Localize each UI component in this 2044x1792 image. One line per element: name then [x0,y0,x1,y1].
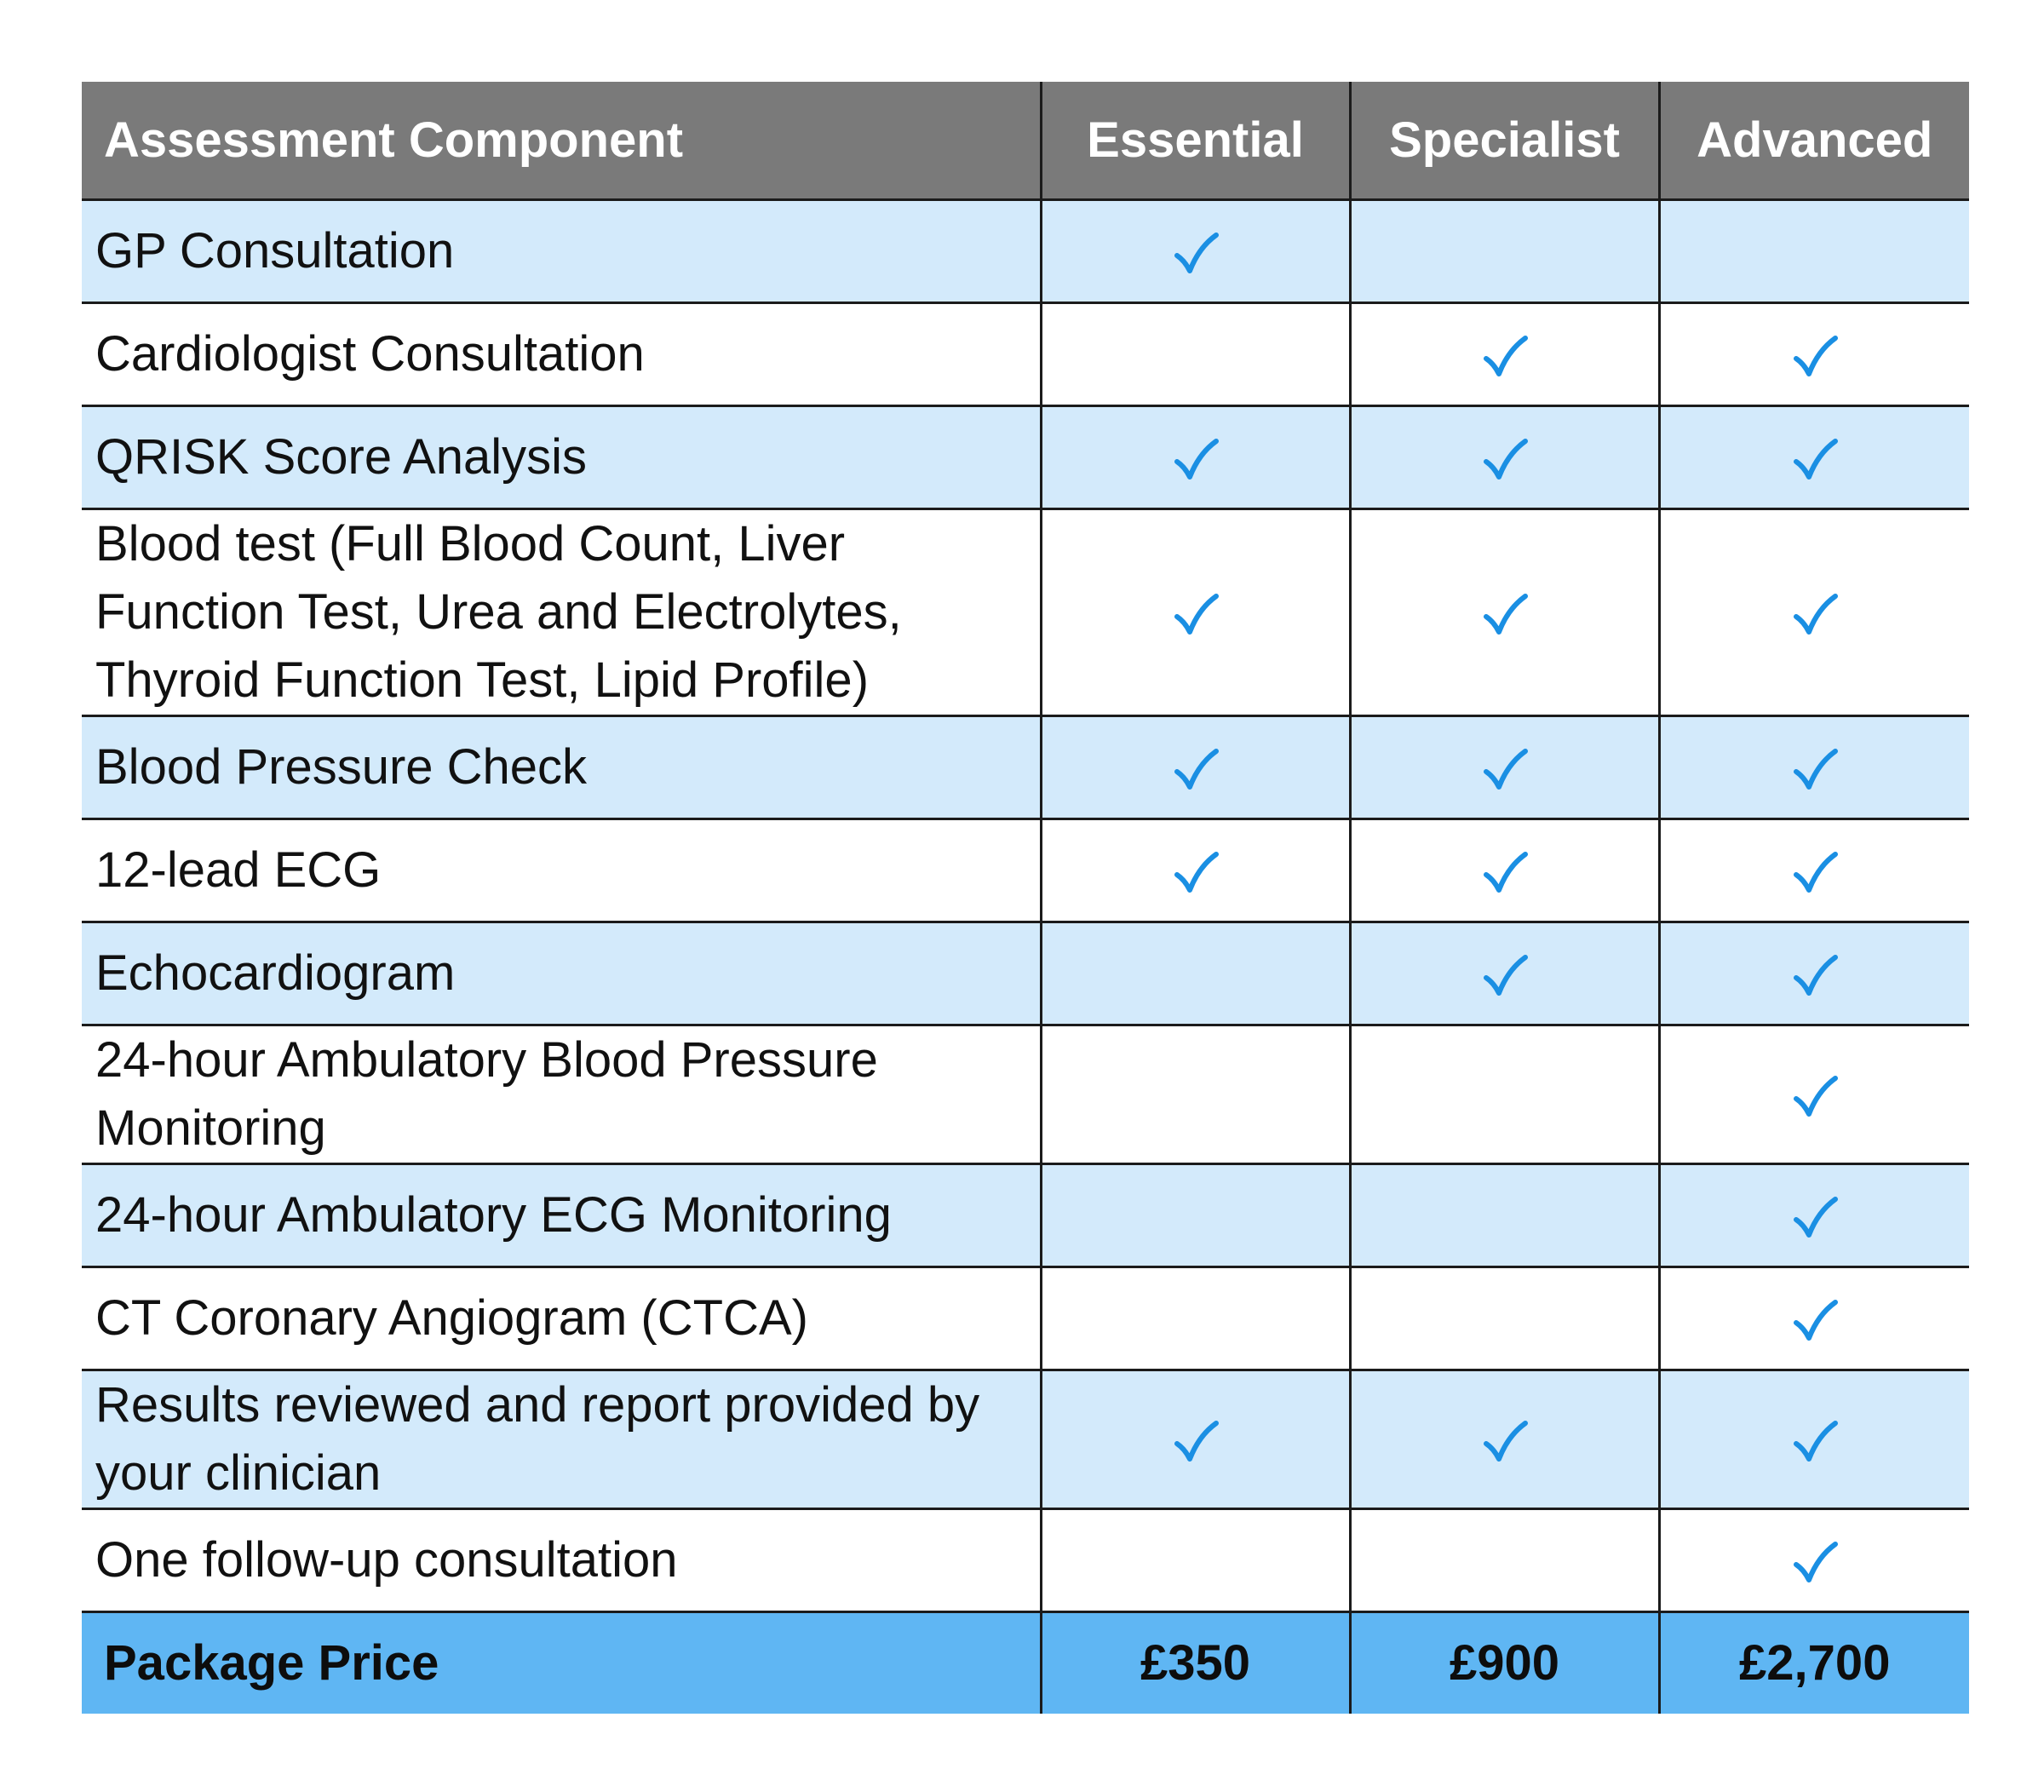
check-mark-icon [1172,849,1220,897]
table-row [82,1163,1969,1266]
header-row [82,82,1969,199]
check-mark-icon [1791,591,1839,639]
advanced-cell [1659,818,1969,922]
check-mark-icon [1172,591,1220,639]
specialist-cell [1350,199,1659,302]
row-label: Blood test (Full Blood Count, Liver Function Test, Urea and Electrolytes, Thyroid Function Test, Lipid Profile) [82,508,1041,715]
table-row [82,818,1969,922]
header-specialist: Specialist [1350,82,1659,199]
check-mark-icon [1481,333,1529,381]
advanced-cell [1659,1163,1969,1266]
specialist-cell [1350,818,1659,922]
advanced-cell [1659,199,1969,302]
table-row [82,715,1969,818]
essential-cell [1041,715,1350,818]
advanced-cell [1659,302,1969,405]
advanced-price: £2,700 [1659,1611,1969,1714]
essential-cell [1041,922,1350,1025]
check-mark-icon [1791,849,1839,897]
check-mark-icon [1481,746,1529,794]
specialist-cell [1350,1163,1659,1266]
table-row [82,1266,1969,1370]
header-essential: Essential [1041,82,1350,199]
row-label: Echocardiogram [82,922,1041,1025]
advanced-cell [1659,1508,1969,1611]
package-price-label: Package Price [82,1611,1041,1714]
check-mark-icon [1172,746,1220,794]
essential-cell [1041,1370,1350,1508]
essential-cell [1041,199,1350,302]
specialist-cell [1350,1508,1659,1611]
table-body [82,199,1969,1611]
check-mark-icon [1481,591,1529,639]
check-mark-icon [1791,1297,1839,1345]
package-price-row [82,1611,1969,1714]
row-label: Results reviewed and report provided by your clinician [82,1370,1041,1508]
table-row [82,508,1969,715]
check-mark-icon [1172,1418,1220,1466]
specialist-cell [1350,1025,1659,1163]
check-mark-icon [1791,746,1839,794]
row-label: 24-hour Ambulatory ECG Monitoring [82,1163,1041,1266]
essential-cell [1041,1266,1350,1370]
check-mark-icon [1481,952,1529,1000]
check-mark-icon [1791,1539,1839,1587]
essential-cell [1041,508,1350,715]
check-mark-icon [1791,1073,1839,1121]
specialist-cell [1350,405,1659,508]
specialist-cell [1350,715,1659,818]
check-mark-icon [1791,952,1839,1000]
check-mark-icon [1481,849,1529,897]
package-comparison-table-container [82,82,1969,1714]
specialist-price: £900 [1350,1611,1659,1714]
specialist-cell [1350,922,1659,1025]
table-row [82,1370,1969,1508]
check-mark-icon [1791,333,1839,381]
advanced-cell [1659,1266,1969,1370]
table-row [82,922,1969,1025]
row-label: One follow-up consultation [82,1508,1041,1611]
advanced-cell [1659,1025,1969,1163]
check-mark-icon [1791,1418,1839,1466]
specialist-cell [1350,302,1659,405]
table-row [82,1508,1969,1611]
essential-cell [1041,1508,1350,1611]
header-advanced: Advanced [1659,82,1969,199]
check-mark-icon [1172,436,1220,484]
specialist-cell [1350,1266,1659,1370]
header-assessment-component: Assessment Component [82,82,1041,199]
specialist-cell [1350,508,1659,715]
row-label: CT Coronary Angiogram (CTCA) [82,1266,1041,1370]
essential-cell [1041,818,1350,922]
check-mark-icon [1791,436,1839,484]
check-mark-icon [1172,230,1220,278]
table-row [82,405,1969,508]
essential-cell [1041,405,1350,508]
row-label: QRISK Score Analysis [82,405,1041,508]
table-row [82,302,1969,405]
row-label: 24-hour Ambulatory Blood Pressure Monitoring [82,1025,1041,1163]
advanced-cell [1659,405,1969,508]
row-label: Blood Pressure Check [82,715,1041,818]
advanced-cell [1659,1370,1969,1508]
package-comparison-table [82,82,1969,1714]
specialist-cell [1350,1370,1659,1508]
advanced-cell [1659,922,1969,1025]
row-label: 12-lead ECG [82,818,1041,922]
table-row [82,199,1969,302]
check-mark-icon [1481,436,1529,484]
row-label: Cardiologist Consultation [82,302,1041,405]
check-mark-icon [1481,1418,1529,1466]
table-row [82,1025,1969,1163]
check-mark-icon [1791,1194,1839,1242]
advanced-cell [1659,508,1969,715]
advanced-cell [1659,715,1969,818]
essential-cell [1041,1163,1350,1266]
essential-cell [1041,302,1350,405]
row-label: GP Consultation [82,199,1041,302]
essential-cell [1041,1025,1350,1163]
essential-price: £350 [1041,1611,1350,1714]
